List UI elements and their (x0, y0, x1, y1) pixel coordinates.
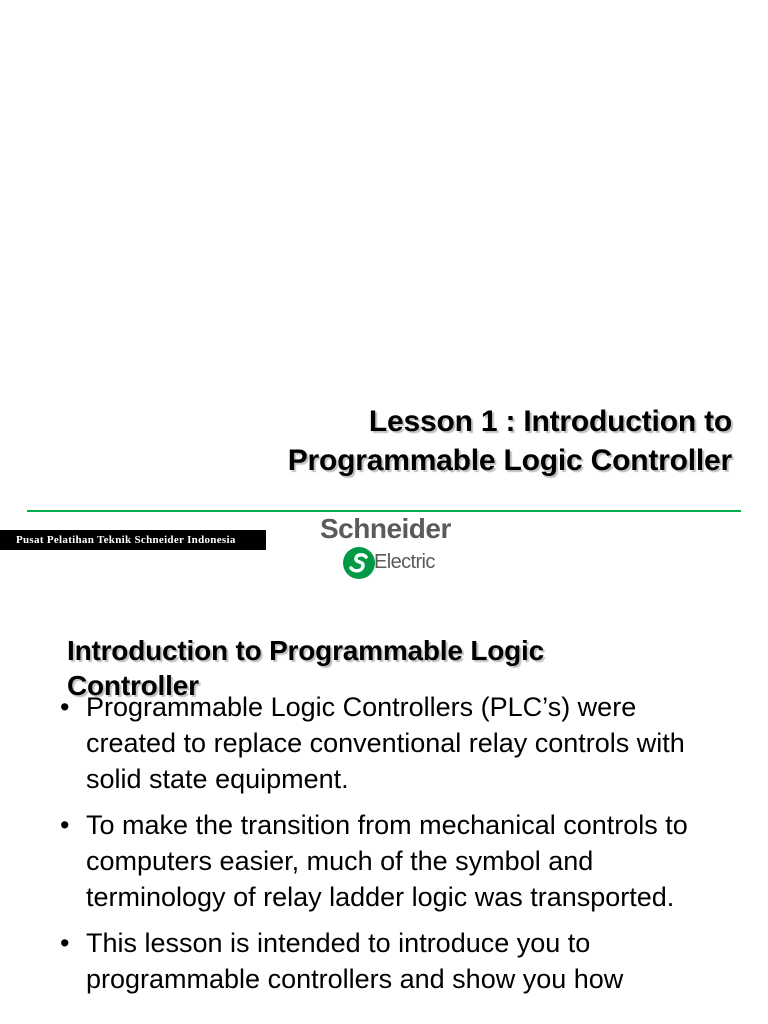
section-heading-line-2: Controller (67, 670, 199, 701)
bullet-item (60, 925, 710, 997)
bullet-item (60, 689, 710, 797)
lesson-title-line-1: Lesson 1 : Introduction to (368, 405, 732, 438)
bullet-dot: • (60, 810, 70, 840)
bullet-text: To make the transition from mechanical controls to computers easier, much of the symbol and terminology of relay ladder logic was transported. (86, 810, 688, 912)
logo-top-text: Schneider (320, 513, 451, 544)
bullet-text: This lesson is intended to introduce you to programmable controllers and show you how (86, 928, 624, 994)
bullet-item (60, 807, 710, 915)
section-heading-line-1: Introduction to Programmable Logic (67, 635, 544, 666)
bullet-list (60, 689, 710, 1007)
bullet-dot: • (60, 928, 70, 958)
lesson-title-line-2: Programmable Logic Controller (287, 444, 732, 477)
bullet-text: Programmable Logic Controllers (PLC’s) were created to replace conventional relay controls with solid state equipment. (86, 692, 685, 794)
footer-bar: Pusat Pelatihan Teknik Schneider Indonesia (0, 530, 266, 550)
logo-bottom-text: Electric (374, 551, 435, 573)
schneider-logo-icon (342, 546, 376, 580)
bullet-dot: • (60, 692, 70, 722)
schneider-electric-logo (320, 512, 460, 576)
lesson-title (132, 402, 732, 480)
